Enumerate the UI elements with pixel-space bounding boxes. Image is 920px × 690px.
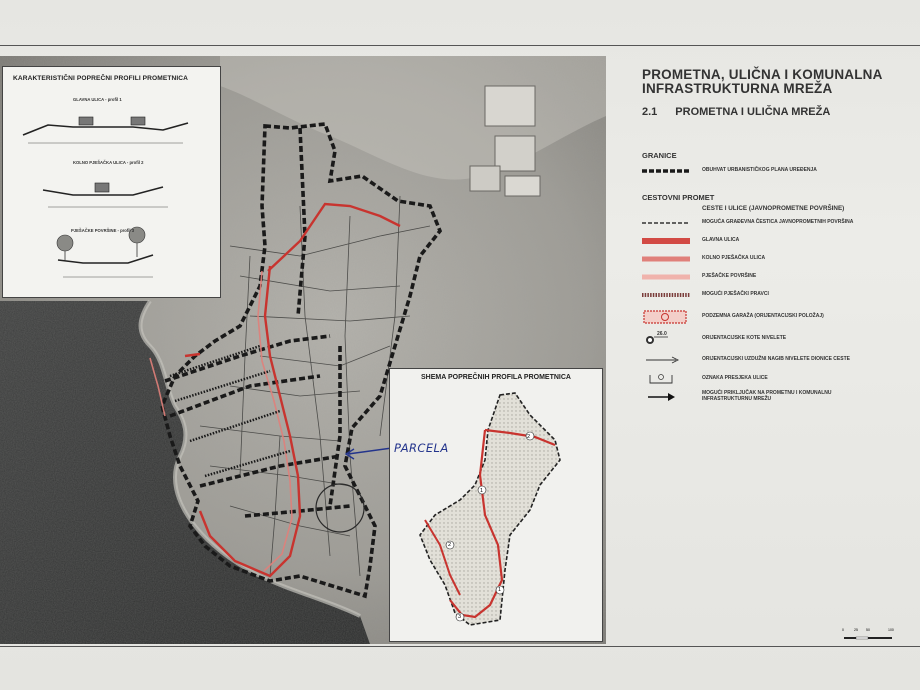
gradevna-symbol [642, 216, 690, 230]
schema-drawing [390, 385, 600, 640]
legend-item-kote [642, 332, 912, 346]
schema-boundary [420, 393, 560, 625]
legend-item-pjesacke [642, 270, 912, 284]
pjesacke-label: PJEŠAČKE POVRŠINE [702, 273, 757, 279]
pravci-label: MOGUĆI PJEŠAČKI PRAVCI [702, 291, 769, 297]
garaza-symbol [642, 310, 690, 324]
profiles-inset-title: KARAKTERISTIČNI POPREČNI PROFILI PROMETNICA [13, 75, 189, 82]
profile-1 [23, 117, 188, 143]
legend-item-glavna [642, 234, 912, 248]
legend-title: PROMETNA, ULIČNA I KOMUNALNA INFRASTRUKTURNA MREŽA [642, 67, 883, 96]
legend-item-pravci [642, 288, 912, 302]
schema-inset-title: SHEMA POPREČNIH PROFILA PROMETNICA [421, 374, 571, 381]
schema-marker-2: 1 [480, 488, 484, 494]
legend-subtitle [642, 106, 830, 118]
legend-subtitle-text: PROMETNA I ULIČNA MREŽA [675, 106, 831, 118]
garaza-label: PODZEMNA GARAŽA (ORIJENTACIJSKI POLOŽAJ) [702, 313, 824, 319]
scale-bar [840, 628, 896, 640]
schema-marker-4: 1 [498, 587, 502, 593]
legend-item-nagib [642, 353, 912, 367]
profile-2-label: KOLNO PJEŠAČKA ULICA - profil 2 [73, 160, 144, 165]
schema-inset [389, 368, 603, 642]
obuhvat-symbol [642, 164, 690, 178]
profiles-drawing [3, 85, 218, 295]
pjesacke-symbol [642, 270, 690, 284]
section-ceste-heading: CESTE I ULICE (JAVNOPROMETNE POVRŠINE) [702, 205, 845, 212]
gradevna-label: MOGUĆA GRAĐEVNA ČESTICA JAVNOPROMETNIH POVRŠINA [702, 219, 854, 225]
legend-item-prikljucak [642, 390, 912, 404]
kota-value: 26.0 [657, 331, 667, 337]
kote-label: ORIJENTACIJSKE KOTE NIVELETE [702, 335, 787, 341]
legend-subtitle-number: 2.1 [642, 106, 658, 118]
handwritten-annotation: PARCELA [394, 441, 449, 455]
schema-marker-5: 3 [458, 614, 462, 620]
nagib-label: ORIJENTACIJSKI UZDUŽNI NAGIB NIVELETE DIONICE CESTE [702, 356, 850, 362]
legend-panel [612, 56, 920, 644]
pravci-symbol [642, 288, 690, 302]
profile-2 [43, 183, 168, 207]
legend-item-garaza [642, 310, 912, 324]
legend-item-presjek [642, 372, 912, 386]
prikljucak-label: MOGUĆI PRIKLJUČAK NA PROMETNU I KOMUNALNU INFRASTRUKTURNU MREŽU [702, 390, 832, 402]
profile-3 [57, 227, 153, 277]
glavna-label: GLAVNA ULICA [702, 237, 740, 243]
prikljucak-symbol [642, 390, 690, 404]
kolno-symbol [642, 252, 690, 266]
nagib-symbol [642, 353, 690, 367]
kolno-label: KOLNO PJEŠAČKA ULICA [702, 255, 766, 261]
scale-tick-100: 100 [888, 628, 894, 632]
profile-1-label: GLAVNA ULICA - profil 1 [73, 97, 122, 102]
profiles-inset [2, 66, 221, 298]
section-granice: GRANICE [642, 151, 677, 160]
profile-3-label: PJEŠAČKE POVRŠINE - profil 3 [71, 228, 135, 233]
schema-marker-1: 2 [527, 434, 531, 440]
scale-tick-0: 0 [842, 628, 844, 632]
presjek-symbol [642, 372, 690, 386]
section-cestovni: CESTOVNI PROMET [642, 193, 715, 202]
scale-tick-25: 25 [854, 628, 858, 632]
legend-item-kolno [642, 252, 912, 266]
obuhvat-label: OBUHVAT URBANISTIČKOG PLANA UREĐENJA [702, 167, 817, 173]
legend-item-obuhvat [642, 164, 912, 178]
legend-item-gradevna [642, 216, 912, 230]
glavna-symbol [642, 234, 690, 248]
scale-tick-50: 50 [866, 628, 870, 632]
presjek-label: OZNAKA PRESJEKA ULICE [702, 375, 768, 381]
schema-marker-3: 2 [448, 542, 452, 548]
